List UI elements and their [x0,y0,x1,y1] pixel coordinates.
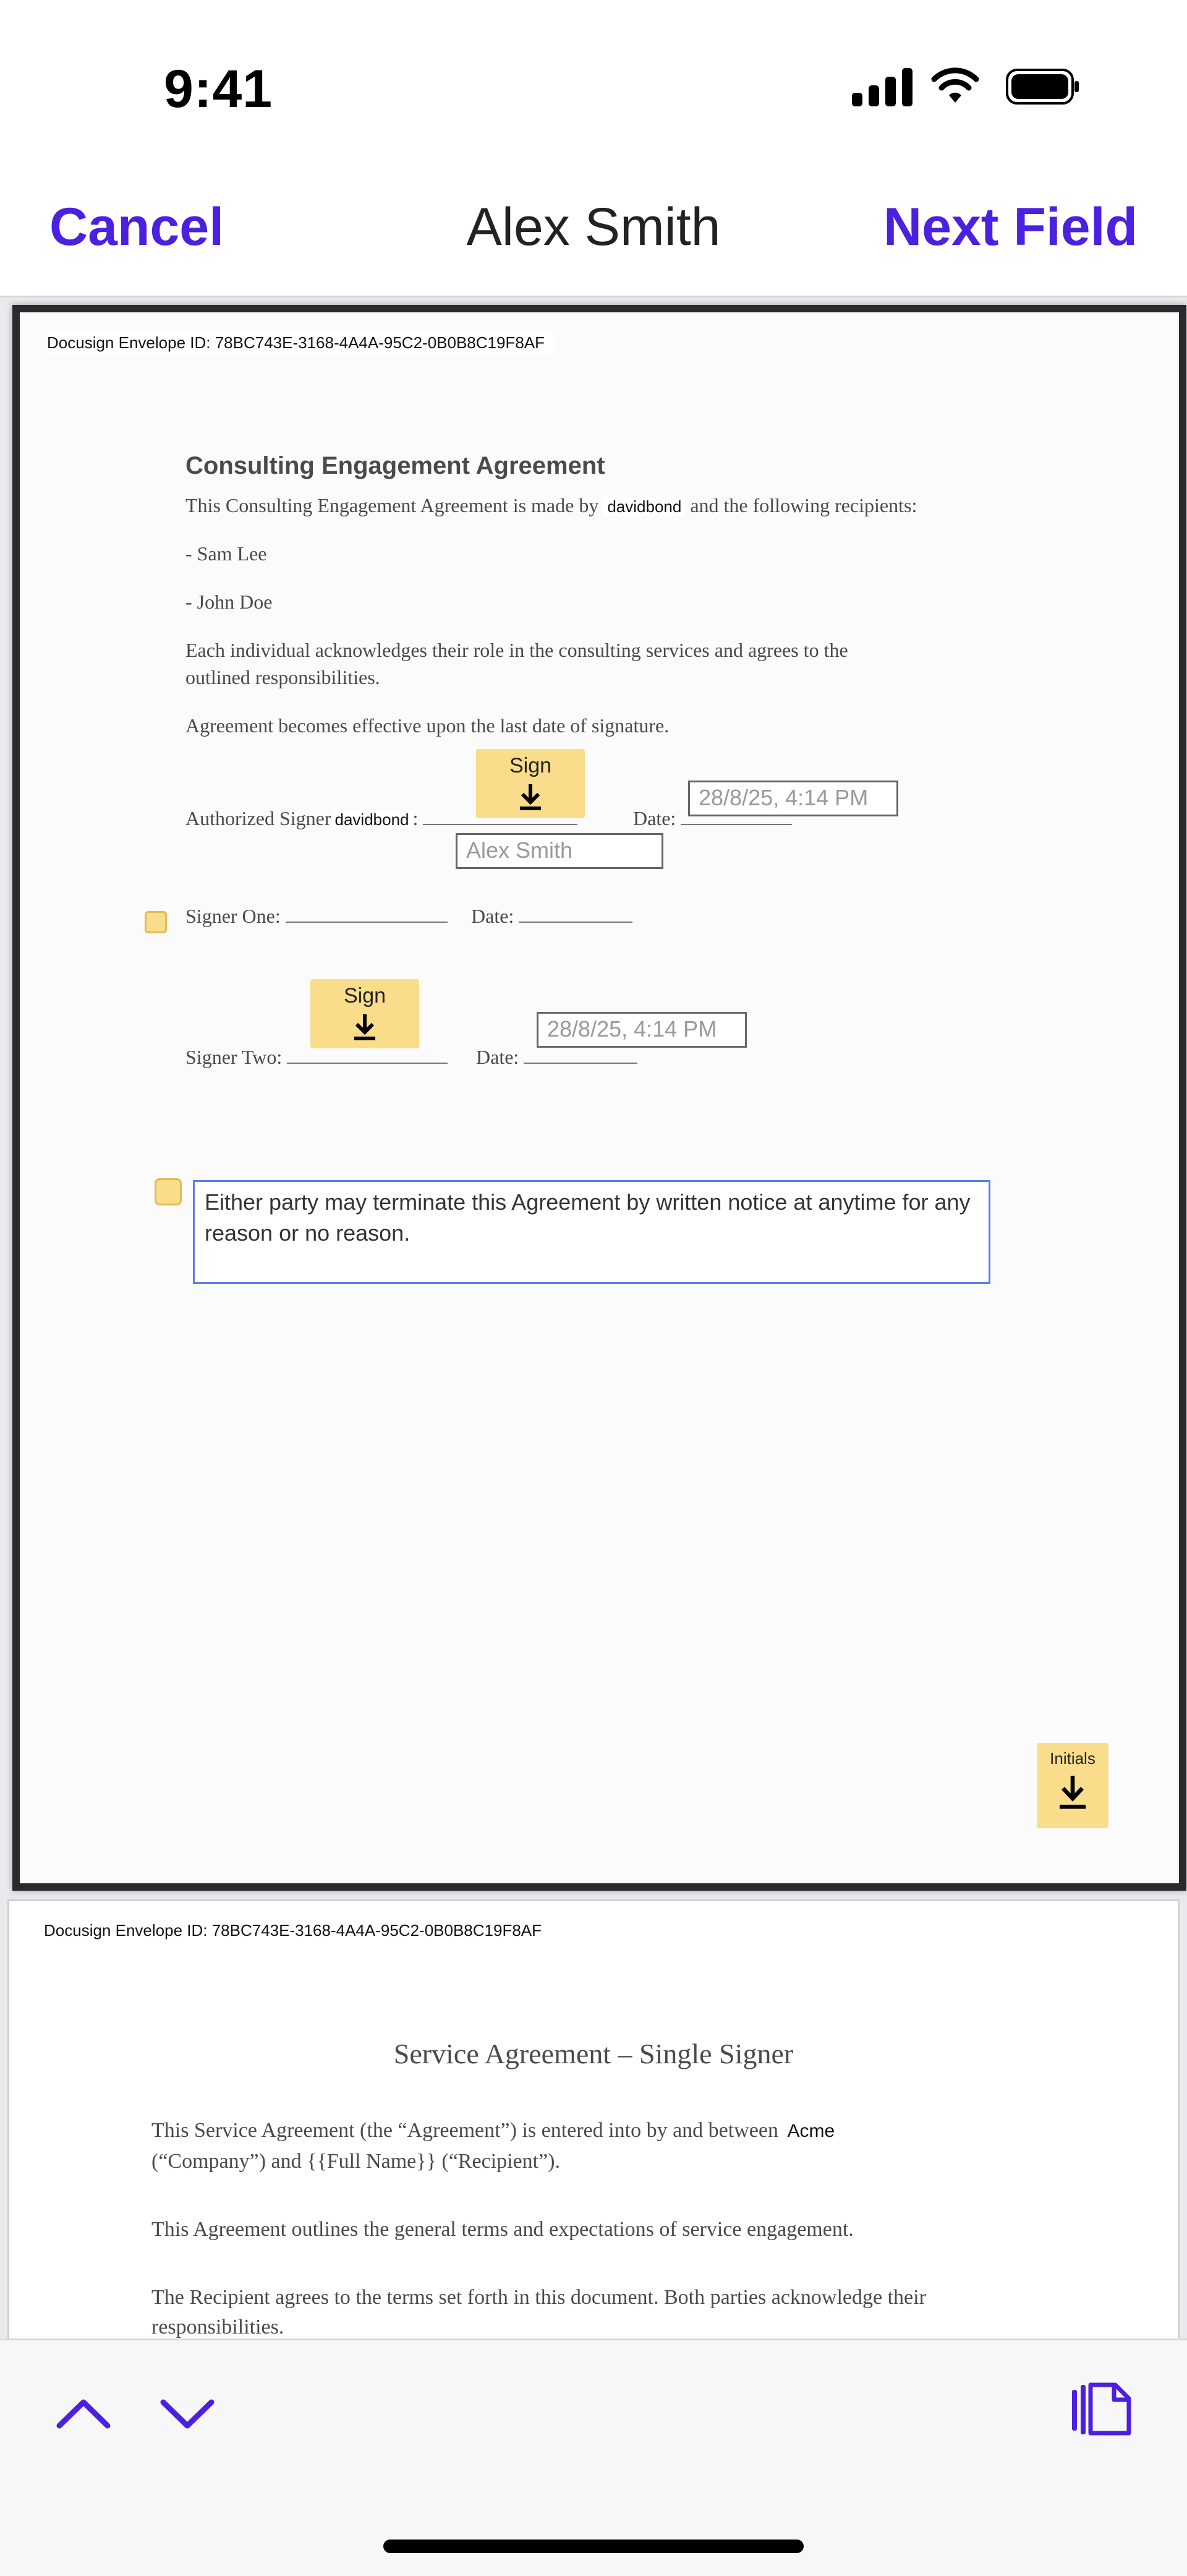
date-label: Date: [471,905,632,928]
date-label: Date: [476,1046,637,1069]
status-bar [0,0,1187,167]
effective-date-text: Agreement becomes effective upon the last date of signature. [185,714,670,737]
terminate-text-field[interactable]: Either party may terminate this Agreement by written notice at anytime for any reason or no reason. [193,1180,990,1284]
sign-here-tab[interactable]: Sign [476,749,585,818]
download-arrow-icon [1055,1773,1090,1812]
date-label: Date: [633,807,792,830]
cancel-button[interactable]: Cancel [49,197,224,257]
chevron-down-icon[interactable] [160,2395,215,2432]
acknowledgement-line: Each individual acknowledges their role in the consulting services and agrees to the [185,639,848,661]
agreement-line: This Service Agreement (the “Agreement”) is entered into by and between Acme [151,2119,838,2142]
initials-tab[interactable]: Initials [1037,1743,1108,1828]
date-signed-field: 28/8/25, 4:14 PM [537,1012,747,1048]
wifi-icon [930,67,980,106]
download-arrow-icon [349,1012,380,1043]
recipient-item: - Sam Lee [185,542,267,565]
sign-here-tab[interactable]: Sign [310,979,419,1048]
intro-text: This Consulting Engagement Agreement is made by davidbond and the following recipients: [185,494,917,516]
agreement-line: The Recipient agrees to the terms set forth in this document. Both parties acknowledge their [151,2286,926,2309]
home-indicator [383,2540,804,2553]
full-name-field[interactable]: Alex Smith [456,833,663,869]
checkbox-field[interactable] [155,1178,182,1205]
document-viewer[interactable] [0,297,1187,2339]
document-page-2 [7,1899,1180,2339]
company-name: Acme [783,2121,838,2141]
document-title: Consulting Engagement Agreement [185,452,605,479]
document-title: Service Agreement – Single Signer [393,2038,794,2069]
signer-one-label: Signer One: [185,905,448,928]
date-signed-field: 28/8/25, 4:14 PM [688,781,898,816]
battery-icon [1005,68,1081,105]
envelope-id: Docusign Envelope ID: 78BC743E-3168-4A4A-95C2-0B0B8C19F8AF [44,1920,550,1941]
authorized-signer-name: davidbond [331,810,413,829]
nav-bar [0,167,1187,297]
chevron-up-icon[interactable] [56,2395,111,2432]
authorized-signer-label: Authorized Signer davidbond : [185,807,577,830]
signer-two-label: Signer Two: [185,1046,448,1069]
checkbox-field[interactable] [145,911,167,933]
sender-name: davidbond [603,497,685,516]
bottom-toolbar [0,2339,1187,2576]
acknowledgement-line: outlined responsibilities. [185,666,380,688]
agreement-line: (“Company”) and {{Full Name}} (“Recipient”). [151,2150,561,2173]
recipient-item: - John Doe [185,591,273,613]
cellular-signal-icon [852,67,914,106]
envelope-id: Docusign Envelope ID: 78BC743E-3168-4A4A-95C2-0B0B8C19F8AF [47,332,553,354]
agreement-line: responsibilities. [151,2316,284,2339]
document-page-1 [12,305,1186,1891]
page-thumbnails-icon[interactable] [1071,2379,1133,2441]
download-arrow-icon [515,782,546,813]
agreement-line: This Agreement outlines the general terms and expectations of service engagement. [151,2218,854,2241]
nav-title: Alex Smith [466,197,721,257]
next-field-button[interactable]: Next Field [883,197,1138,257]
status-time: 9:41 [164,59,273,119]
